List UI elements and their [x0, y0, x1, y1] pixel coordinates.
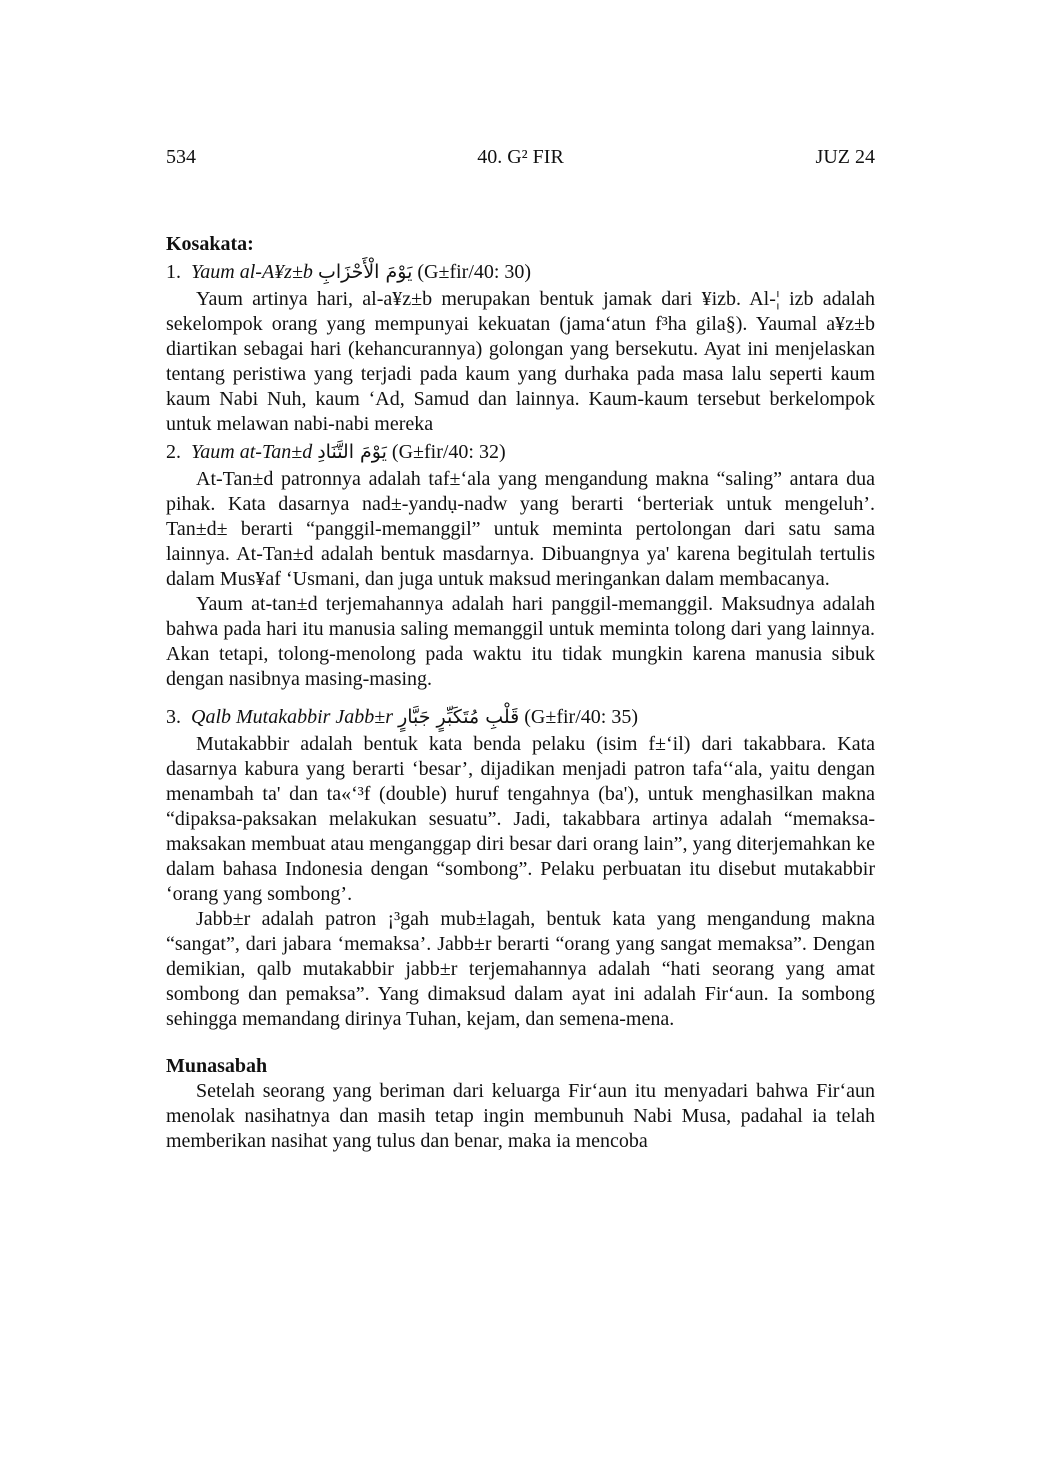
term-arabic: قَلْبِ مُتَكَبِّرٍ جَبَّارٍ [398, 706, 520, 728]
vocab-paragraph: Jabb±r adalah patron ¡³gah mub±lagah, bentuk kata yang mengandung makna “sangat”, dari jabara ‘memaksa’. Jabb±r berarti “orang yang sangat memaksa”. Dengan demikian, qalb mutakabbir jabb±r terjemahannya adalah “hati seorang yang amat sombong dan pemaksa”. Yang dimaksud dalam ayat ini adalah Fir‘aun. Ia sombong sehingga memandang dirinya Tuhan, kejam, dan semena-mena. [166, 908, 875, 1030]
term-transliteration: Yaum at-Tan±d [191, 441, 313, 463]
page-body [166, 232, 875, 1154]
term-reference: (G±fir/40: 32) [391, 441, 506, 463]
vocab-paragraph: At-Tan±d patronnya adalah taf±‘ala yang mengandung makna “saling” antara dua pihak. Kata dasarnya nad±-yandụ-nadw yang berarti ‘berteriak untuk mengeluh’. Tan±d± berarti “panggil-memanggil” untuk meminta pertolongan dari satu sama lainnya. At-Tan±d adalah bentuk masdarnya. Dibuangnya ya' karena begitulah tertulis dalam Mus¥af ‘Usmani, dan juga untuk maksud meringankan dalam membacanya. [166, 468, 875, 590]
juz-label: JUZ 24 [815, 146, 875, 168]
term-arabic: يَوْمَ التَّنَادِ [317, 441, 387, 463]
term-number: 3. [166, 706, 181, 728]
vocab-paragraph: Yaum at-tan±d terjemahannya adalah hari panggil-memanggil. Maksudnya adalah bahwa pada hari itu manusia saling memanggil untuk meminta tolong dari yang lainnya. Akan tetapi, tolong-menolong pada waktu itu tidak mungkin karena manusia sibuk dengan nasibnya masing-masing. [166, 593, 875, 690]
vocab-term-2 [166, 440, 875, 465]
munasabah-paragraph: Setelah seorang yang beriman dari keluarga Fir‘aun itu menyadari bahwa Fir‘aun menolak nasihatnya dan masih tetap ingin membunuh Nabi Musa, padahal ia telah memberikan nasihat yang tulus dan benar, maka ia mencoba [166, 1080, 875, 1152]
running-header [166, 146, 875, 172]
page-number: 534 [166, 146, 196, 168]
term-transliteration: Yaum al-A¥z±b [191, 261, 313, 283]
term-number: 1. [166, 261, 181, 283]
spacer [166, 692, 875, 702]
term-transliteration: Qalb Mutakabbir Jabb±r [191, 706, 394, 728]
term-arabic: يَوْمَ الْأَحْزَابِ [317, 261, 413, 283]
vocab-paragraph: Yaum artinya hari, al-a¥z±b merupakan bentuk jamak dari ¥izb. Al-¦ izb adalah sekelompok orang yang mempunyai kekuatan (jama‘atun f³ha gila§). Yaumal a¥z±b diartikan sebagai hari (kehancurannya) golongan yang bersekutu. Ayat ini menjelaskan tentang peristiwa yang terjadi pada kaum yang durhaka pada masa lalu seperti kaum kaum Nabi Nuh, kaum ‘Ad, Samud dan lainnya. Kaum-kaum tersebut berkelompok untuk melawan nabi-nabi mereka [166, 288, 875, 435]
vocab-term-3 [166, 705, 875, 730]
vocab-paragraph: Mutakabbir adalah bentuk kata benda pelaku (isim f±‘il) dari takabbara. Kata dasarnya kabura yang berarti ‘besar’, dijadikan menjadi patron tafa‘‘ala, yaitu dengan menambah ta' dan ta«‘³f (double) huruf tengahnya (ba'), untuk menghasilkan makna “dipaksa-paksakan melakukan sesuatu”. Jadi, takabbara artinya adalah “memaksa-maksakan membuat atau menganggap diri besar dari orang lain”, yang diterjemahkan ke dalam bahasa Indonesia dengan “sombong”. Pelaku perbuatan itu disebut mutakabbir ‘orang yang sombong’. [166, 733, 875, 905]
term-number: 2. [166, 441, 181, 463]
munasabah-heading: Munasabah [166, 1055, 268, 1077]
vocab-term-1 [166, 260, 875, 285]
term-reference: (G±fir/40: 35) [524, 706, 638, 728]
spacer [166, 1032, 875, 1054]
term-reference: (G±fir/40: 30) [417, 261, 532, 283]
chapter-title: 40. G² FIR [477, 146, 564, 168]
kosakata-heading: Kosakata: [166, 233, 254, 255]
